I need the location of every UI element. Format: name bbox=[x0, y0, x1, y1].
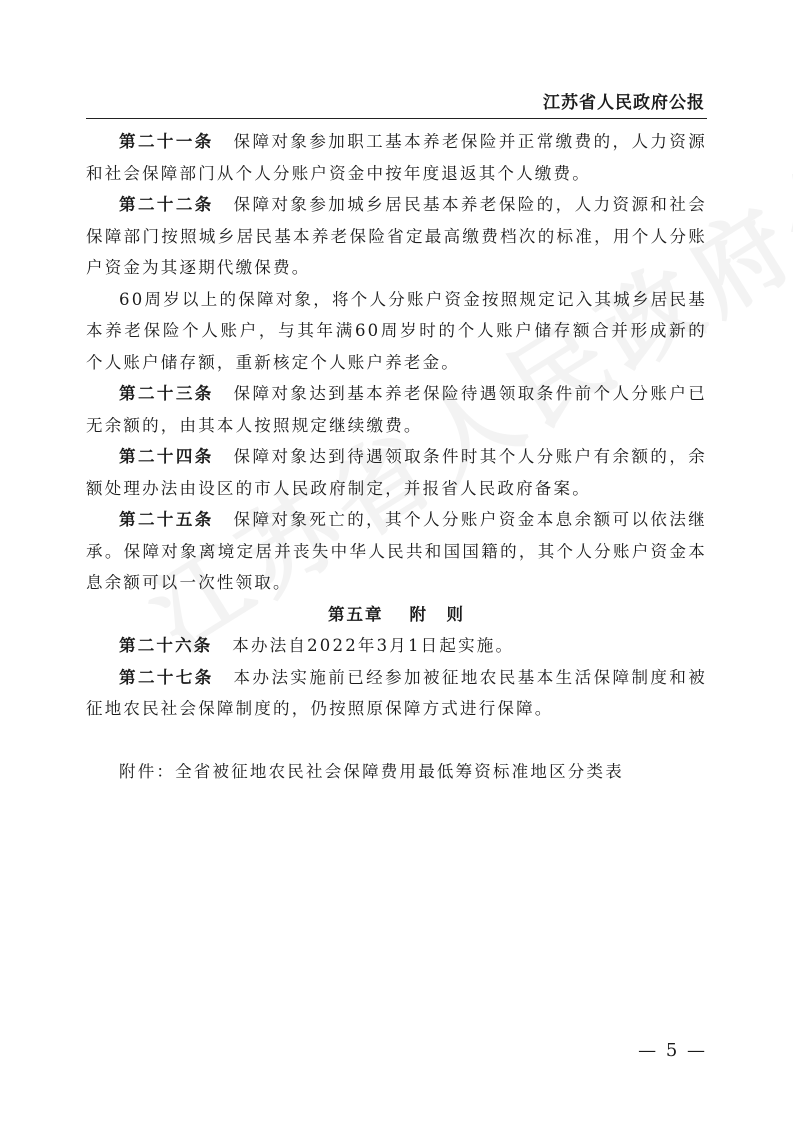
article-text: 60周岁以上的保障对象，将个人分账户资金按照规定记入其城乡居民基本养老保险个人账户，与其年满60周岁时的个人账户储存额合并形成新的个人账户储存额，重新核定个人账户养老金。 bbox=[86, 289, 707, 372]
article-21 bbox=[86, 126, 707, 189]
article-number: 第二十五条 bbox=[119, 510, 214, 529]
article-number: 第二十三条 bbox=[119, 384, 214, 403]
article-number: 第二十七条 bbox=[119, 667, 214, 687]
article-number: 第二十六条 bbox=[119, 636, 213, 655]
article-23 bbox=[86, 378, 707, 441]
article-number: 第二十四条 bbox=[119, 447, 214, 466]
attachment-note: 附件：全省被征地农民社会保障费用最低筹资标准地区分类表 bbox=[119, 761, 624, 781]
chapter-heading bbox=[86, 599, 707, 631]
article-number: 第二十二条 bbox=[119, 195, 214, 214]
article-24 bbox=[86, 441, 707, 504]
document-body bbox=[86, 126, 707, 787]
article-22 bbox=[86, 189, 707, 284]
article-25 bbox=[86, 504, 707, 599]
chapter-title: 附 则 bbox=[409, 604, 465, 624]
article-number: 第二十一条 bbox=[119, 132, 214, 151]
article-text: 保障对象参加城乡居民基本养老保险的，人力资源和社会保障部门按照城乡居民基本养老保险省定最高缴费档次的标准，用个人分账户资金为其逐期代缴保费。 bbox=[86, 195, 708, 277]
article-text: 保障对象死亡的，其个人分账户资金本息余额可以依法继承。保障对象离境定居并丧失中华人民共和国国籍的，其个人分账户资金本息余额可以一次性领取。 bbox=[86, 510, 708, 592]
article-22-paragraph-2 bbox=[86, 284, 707, 379]
article-27 bbox=[86, 662, 707, 725]
header-rule bbox=[86, 118, 707, 119]
article-26 bbox=[86, 630, 707, 662]
article-text: 保障对象参加职工基本养老保险并正常缴费的，人力资源和社会保障部门从个人分账户资金中按年度退返其个人缴费。 bbox=[86, 132, 708, 183]
article-text: 保障对象达到基本养老保险待遇领取条件前个人分账户已无余额的，由其本人按照规定继续缴费。 bbox=[86, 384, 708, 435]
chapter-number: 第五章 bbox=[328, 604, 384, 624]
article-text: 本办法实施前已经参加被征地农民基本生活保障制度和被征地农民社会保障制度的，仍按照原保障方式进行保障。 bbox=[86, 667, 708, 718]
article-text: 本办法自2022年3月1日起实施。 bbox=[232, 636, 515, 655]
article-text: 保障对象达到待遇领取条件时其个人分账户有余额的，余额处理办法由设区的市人民政府制定，并报省人民政府备案。 bbox=[86, 447, 708, 498]
page-number: — 5 — bbox=[638, 1040, 707, 1061]
gazette-title: 江苏省人民政府公报 bbox=[543, 93, 705, 113]
